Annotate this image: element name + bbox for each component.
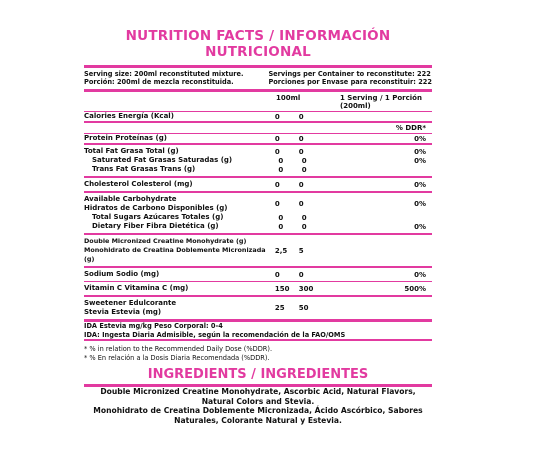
divider — [84, 339, 432, 341]
servings-per-container-en: Servings per Container to reconstitute: 222 — [268, 70, 431, 78]
row-label-line1: Sweetener Edulcorante — [84, 299, 177, 307]
row-value-serving: 0 — [298, 147, 304, 156]
row-value-ddr: 0% — [414, 200, 426, 208]
protein-row — [84, 133, 432, 143]
row-label — [84, 237, 275, 264]
row-label: Total Sugars Azúcares Totales (g) — [92, 213, 224, 221]
row-value-serving: 0 — [298, 180, 304, 189]
row-value-ddr: 0% — [414, 134, 426, 143]
row-label: Total Fat Grasa Total (g) — [84, 147, 179, 155]
row-value-ddr: 0% — [414, 147, 426, 156]
trans-fat-row — [84, 165, 432, 174]
row-value-serving: 0 — [298, 134, 304, 143]
ida-line-2: IDA: Ingesta Diaria Admisible, según la recomendación de la FAO/OMS — [84, 330, 346, 339]
vitamin-c-group — [84, 281, 432, 295]
column-serving: 1 Serving / 1 Porción (200ml) — [340, 94, 422, 110]
row-value-serving: 50 — [298, 304, 309, 312]
row-value-100ml: 0 — [274, 134, 280, 143]
ddr-notes — [84, 345, 432, 362]
nutrition-panel — [84, 28, 432, 425]
dietary-fiber-row — [84, 222, 432, 231]
row-value-serving: 0 — [298, 200, 304, 208]
row-label: Saturated Fat Grasas Saturadas (g) — [92, 156, 233, 164]
row-label-es: Monohidrato de Creatina Doblemente Micronizada (g) — [84, 246, 266, 263]
row-value-ddr: 0% — [414, 270, 426, 279]
ingredients-es-2: Naturales, Colorante Natural y Estevia. — [174, 415, 342, 425]
serving-size-es: Porción: 200ml de mezcla reconstituida. — [84, 78, 234, 86]
row-value-100ml: 0 — [274, 180, 280, 189]
ingredients-text — [84, 387, 432, 425]
serving-info — [84, 68, 432, 89]
row-label — [84, 299, 275, 317]
ddr-header: % DDR* — [395, 124, 426, 132]
row-value-100ml: 0 — [278, 165, 284, 174]
row-value-100ml: 0 — [274, 112, 280, 121]
row-value-100ml: 0 — [278, 222, 284, 231]
row-label — [84, 195, 275, 213]
row-label: Dietary Fiber Fibra Dietética (g) — [92, 222, 219, 230]
sweetener-row — [84, 299, 432, 317]
row-value-100ml: 25 — [274, 304, 285, 312]
sodium-group — [84, 266, 432, 281]
row-value-serving: 0 — [301, 165, 307, 174]
row-value-ddr: 0% — [414, 222, 426, 231]
serving-size — [84, 70, 244, 86]
ingredients-en-1: Double Micronized Creatine Monohydrate, Ascorbic Acid, Natural Flavors, — [100, 387, 416, 396]
creatine-group — [84, 233, 432, 266]
row-label-es: Hidratos de Carbono Disponibles (g) — [84, 204, 228, 212]
sweetener-group — [84, 295, 432, 319]
ingredients-es-1: Monohidrato de Creatina Doblemente Micronizada, Ácido Ascórbico, Sabores — [93, 406, 423, 415]
row-value-100ml: 0 — [278, 156, 284, 165]
ddr-note-es: * % En relación a la Dosis Diaria Recomendada (%DDR). — [84, 353, 270, 362]
row-label: Calories Energía (Kcal) — [84, 112, 174, 120]
row-value-100ml: 0 — [274, 200, 280, 208]
row-value-100ml: 0 — [274, 270, 280, 279]
ingredients-en-2: Natural Colors and Stevia. — [201, 396, 315, 406]
row-value-serving: 0 — [298, 112, 304, 121]
row-label: Sodium Sodio (mg) — [84, 270, 160, 278]
row-value-ddr: 500% — [404, 284, 426, 293]
nutrition-title: NUTRITION FACTS / INFORMACIÓN NUTRICIONAL — [125, 28, 391, 60]
row-value-100ml: 0 — [274, 147, 280, 156]
row-value-serving: 0 — [301, 222, 307, 231]
row-label-en: Available Carbohydrate — [84, 195, 177, 203]
row-value-serving: 0 — [301, 156, 307, 165]
row-value-serving: 0 — [301, 213, 307, 222]
fat-group — [84, 143, 432, 176]
row-label: Trans Fat Grasas Trans (g) — [92, 165, 196, 173]
ddr-note-en: * % in relation to the Recommended Daily Dose (%DDR). — [84, 345, 273, 353]
cholesterol-group — [84, 176, 432, 191]
servings-per-container — [268, 70, 432, 86]
row-value-100ml: 150 — [274, 284, 290, 293]
row-label: Protein Proteínas (g) — [84, 134, 167, 142]
sodium-row — [84, 270, 432, 279]
vitamin-c-row — [84, 284, 432, 293]
ingredients-title: INGREDIENTS / INGREDIENTES — [147, 367, 369, 382]
row-value-ddr: 0% — [414, 156, 426, 165]
row-label-line2: Stevia Estevia (mg) — [84, 308, 162, 316]
total-fat-row — [84, 147, 432, 156]
saturated-fat-row — [84, 156, 432, 165]
serving-size-en: Serving size: 200ml reconstituted mixture. — [84, 70, 244, 78]
row-label-en: Double Micronized Creatine Monohydrate (g) — [84, 237, 247, 245]
row-value-serving: 300 — [298, 284, 314, 293]
carbohydrate-row — [84, 195, 432, 213]
row-value-100ml: 2,5 — [274, 246, 288, 255]
cholesterol-row — [84, 180, 432, 189]
carbohydrate-group — [84, 191, 432, 233]
creatine-row — [84, 237, 432, 264]
row-value-100ml: 0 — [278, 213, 284, 222]
total-sugars-row — [84, 213, 432, 222]
row-label: Vitamin C Vitamina C (mg) — [84, 284, 189, 292]
column-blank — [84, 94, 276, 110]
servings-per-container-es: Porciones por Envase para reconstituir: 222 — [268, 78, 432, 86]
column-100ml: 100ml — [276, 94, 301, 102]
ida-footer — [84, 322, 432, 339]
row-value-serving: 5 — [298, 246, 304, 255]
column-header — [84, 92, 432, 111]
ida-line-1: IDA Estevia mg/kg Peso Corporal: 0-4 — [84, 322, 223, 330]
row-value-serving: 0 — [298, 270, 304, 279]
calories-row — [84, 111, 432, 121]
row-label: Cholesterol Colesterol (mg) — [84, 180, 193, 188]
row-value-ddr: 0% — [414, 180, 426, 189]
